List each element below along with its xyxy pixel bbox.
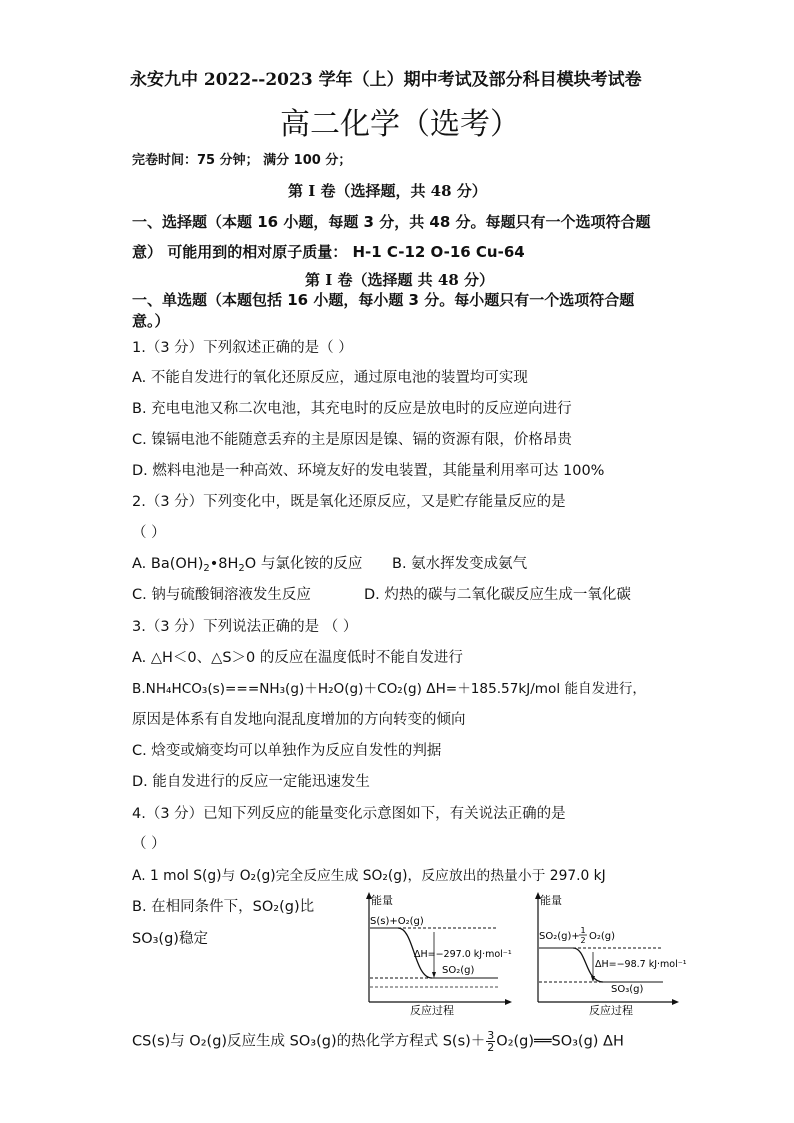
q4-c-post: O₂(g)══SO₃(g) ΔH <box>496 1033 624 1050</box>
q4-option-c <box>132 1030 624 1053</box>
q4-stem: 4.（3 分）已知下列反应的能量变化示意图如下，有关说法正确的是 <box>132 806 566 822</box>
section1-instruction-1: 一、选择题（本题 16 小题，每题 3 分，共 48 分。每题只有一个选项符合题 <box>132 213 651 231</box>
q3-option-c: C. 焓变或熵变均可以单独作为反应自发性的判据 <box>132 743 442 759</box>
q1-option-d: D. 燃料电池是一种高效、环境友好的发电装置，其能量利用率可达 100% <box>132 463 605 479</box>
diagram1-xlabel: 反应过程 <box>410 1004 454 1016</box>
subject-title: 高二化学（选考） <box>280 107 520 142</box>
diagram1-dh-head <box>432 972 436 978</box>
section2-instruction-1: 一、单选题（本题包括 16 小题，每小题 3 分。每小题只有一个选项符合题 <box>132 291 635 309</box>
section1-instruction-2: 意） 可能用到的相对原子质量： H-1 C-12 O-16 Cu-64 <box>132 243 525 261</box>
q1-option-c: C. 镍镉电池不能随意丢弃的主是原因是镍、镉的资源有限，价格昂贵 <box>132 432 572 448</box>
school-title: 永安九中 2022--2023 学年（上）期中考试及部分科目模块考试卷 <box>130 70 642 90</box>
q2-a-pre: A. Ba(OH) <box>132 556 204 572</box>
diagram2-x-arrow <box>672 999 679 1005</box>
exam-meta: 完卷时间：75 分钟； 满分 100 分； <box>132 153 352 168</box>
q4-option-a: A. 1 mol S(g)与 O₂(g)完全反应生成 SO₂(g)，反应放出的热量小于 297.0 kJ <box>132 868 606 884</box>
q4-option-b-2: SO₃(g)稳定 <box>132 931 208 947</box>
q4-c-fraction <box>486 1030 495 1053</box>
diagram1-dh: ΔH=−297.0 kJ·mol⁻¹ <box>414 949 512 960</box>
diagram1-ylabel: 能量 <box>371 894 393 907</box>
q4-c-pre: CS(s)与 O₂(g)反应生成 SO₃(g)的热化学方程式 S(s)＋ <box>132 1033 486 1050</box>
energy-diagram-2 <box>533 890 689 1016</box>
q2-a-post: O 与氯化铵的反应 <box>244 556 363 572</box>
section2-title: 第 I 卷（选择题 共 48 分） <box>305 271 495 289</box>
diagram1-x-arrow <box>505 999 512 1005</box>
q3-option-b-cont: 原因是体系有自发地向混乱度增加的方向转变的倾向 <box>132 712 466 728</box>
q1-stem: 1.（3 分）下列叙述正确的是（ ） <box>132 340 353 356</box>
diagram2-product: SO₃(g) <box>611 984 644 995</box>
q2-paren: （ ） <box>132 525 166 541</box>
diagram2-xlabel: 反应过程 <box>589 1004 633 1016</box>
q3-option-b: B.NH₄HCO₃(s)===NH₃(g)＋H₂O(g)＋CO₂(g) ΔH=＋185.57kJ/mol 能自发进行， <box>132 681 647 697</box>
diagram2-dh: ΔH=−98.7 kJ·mol⁻¹ <box>595 959 687 970</box>
q2-a-mid: •8H <box>209 556 239 572</box>
q4-option-b-1: B. 在相同条件下，SO₂(g)比 <box>132 899 315 915</box>
q2-option-d: D. 灼热的碳与二氧化碳反应生成一氧化碳 <box>364 587 631 603</box>
q1-option-a: A. 不能自发进行的氧化还原反应，通过原电池的装置均可实现 <box>132 370 528 386</box>
q4-paren: （ ） <box>132 836 166 852</box>
q3-option-d: D. 能自发进行的反应一定能迅速发生 <box>132 774 370 790</box>
q4-c-frac-den: 2 <box>487 1041 495 1054</box>
q3-stem: 3.（3 分）下列说法正确的是 （ ） <box>132 619 358 635</box>
energy-diagram-1 <box>362 890 514 1016</box>
q4-c-frac-num: 3 <box>487 1029 495 1042</box>
q2-option-b: B. 氨水挥发变成氨气 <box>392 556 528 572</box>
diagram1-product: SO₂(g) <box>442 965 475 976</box>
diagram1-reactant: S(s)+O₂(g) <box>370 916 424 927</box>
diagram2-reactant-post: O₂(g) <box>589 931 616 942</box>
section2-instruction-2: 意。） <box>132 312 170 330</box>
q3-option-a: A. △H＜0、△S＞0 的反应在温度低时不能自发进行 <box>132 650 463 666</box>
q1-option-b: B. 充电电池又称二次电池，其充电时的反应是放电时的反应逆向进行 <box>132 401 572 417</box>
q2-option-a: A. $Ba(OH)_2•8H_2O$ 与氯化铵的反应 <box>132 556 363 574</box>
diagram2-reactant <box>539 931 580 942</box>
diagram2-reactant-pre: SO₂(g)+ <box>539 931 580 942</box>
q2-stem: 2.（3 分）下列变化中，既是氧化还原反应，又是贮存能量反应的是 <box>132 494 566 510</box>
diagram2-frac-num: 1 <box>580 926 586 935</box>
section1-title: 第 I 卷（选择题，共 48 分） <box>288 182 487 200</box>
diagram2-ylabel: 能量 <box>540 894 562 907</box>
diagram2-frac-den: 2 <box>580 936 586 945</box>
q2-option-c: C. 钠与硫酸铜溶液发生反应 <box>132 587 311 603</box>
